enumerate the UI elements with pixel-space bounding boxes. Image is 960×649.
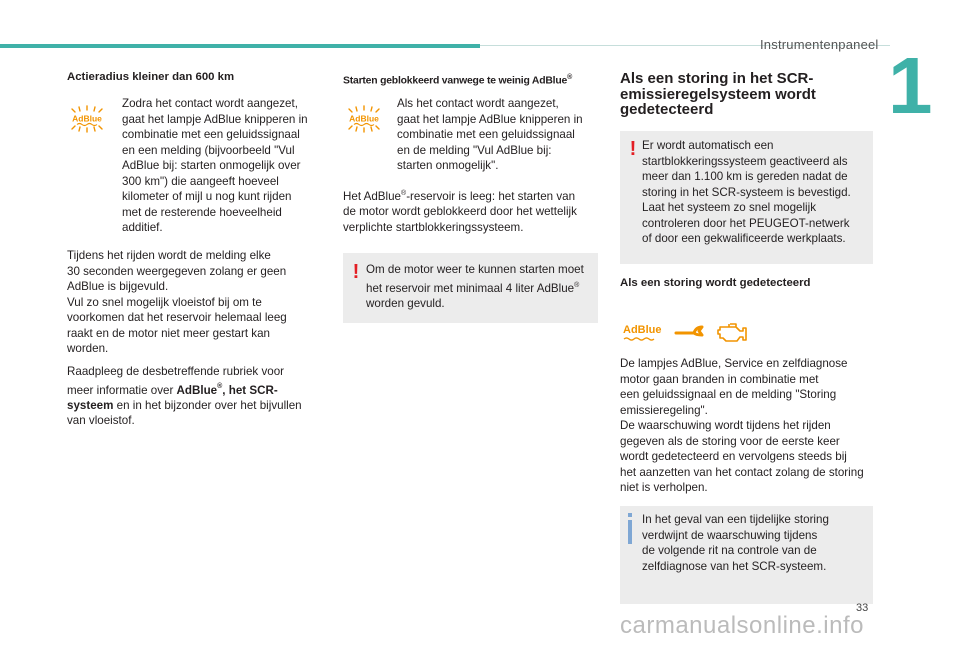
adblue-warning-icon bbox=[66, 104, 108, 134]
col1-heading-wrap bbox=[67, 70, 317, 86]
warning-exclamation-icon: ! bbox=[629, 138, 637, 160]
text-line: storing in het SCR-systeem is bevestigd. bbox=[642, 185, 851, 199]
text-line: starten onmogelijk". bbox=[397, 159, 499, 172]
text-line: en de melding "Vul AdBlue bij: bbox=[397, 143, 552, 157]
text-line: het reservoir met minimaal 4 liter AdBlue® bbox=[366, 281, 580, 295]
text-line: combinatie met een geluidssignaal bbox=[397, 128, 575, 141]
text-line: combinatie met een geluidssignaal bbox=[122, 128, 300, 141]
text-line: voorkomen dat het reservoir helemaal leeg bbox=[67, 311, 287, 324]
text-line: raakt en de motor niet meer gestart kan bbox=[67, 326, 270, 340]
col3-heading-line: emissieregelsysteem wordt bbox=[620, 85, 816, 103]
section-title: Instrumentenpaneel bbox=[760, 37, 879, 52]
text-line: Als het contact wordt aangezet, bbox=[397, 97, 559, 110]
col2-paragraph-2 bbox=[343, 186, 613, 235]
text-line: Om de motor weer te kunnen starten moet bbox=[366, 263, 584, 276]
col2-heading-wrap bbox=[343, 70, 613, 89]
text-line: niet is verholpen. bbox=[620, 481, 708, 494]
text-line: meer dan 1.100 km is gereden nadat de bbox=[642, 170, 848, 183]
text-line: gaat het lampje AdBlue knipperen in bbox=[397, 112, 583, 126]
info-icon bbox=[628, 513, 632, 517]
text-line: 30 seconden weergegeven zolang er geen bbox=[67, 264, 287, 278]
header-accent-bar bbox=[0, 44, 480, 48]
col3-paragraph bbox=[620, 356, 880, 496]
text-line: Tijdens het rijden wordt de melding elke bbox=[67, 249, 271, 262]
text-line: emissieregeling". bbox=[620, 403, 708, 417]
engine-icon bbox=[714, 319, 752, 347]
warning-lamps-row bbox=[622, 318, 762, 348]
text-line: wordt gedetecteerd en vervolgens steeds bij bbox=[620, 450, 847, 463]
col3-warning-text bbox=[642, 138, 870, 247]
svg-text:AdBlue: AdBlue bbox=[623, 324, 662, 336]
text-line: Raadpleeg de desbetreffende rubriek voor bbox=[67, 365, 284, 378]
text-line: meer informatie over AdBlue®, het SCR- bbox=[67, 383, 278, 397]
chapter-number: 1 bbox=[888, 41, 933, 130]
text-line: controleren door het PEUGEOT-netwerk bbox=[642, 216, 850, 230]
col3-heading-wrap bbox=[620, 71, 880, 118]
col3-heading-line: Als een storing in het SCR- bbox=[620, 70, 814, 87]
text-line: een geluidssignaal en de melding "Storing bbox=[620, 388, 837, 401]
text-line: startblokkeringssysteem geactiveerd als bbox=[642, 154, 848, 168]
text-line: de volgende rit na controle van de bbox=[642, 544, 817, 557]
col1-paragraph-2 bbox=[67, 248, 327, 357]
text-line: Er wordt automatisch een bbox=[642, 139, 774, 152]
text-line: worden gevuld. bbox=[366, 296, 445, 310]
col3-subheading: Als een storing wordt gedetecteerd bbox=[620, 277, 811, 289]
warning-exclamation-icon: ! bbox=[352, 261, 360, 283]
text-line: De waarschuwing wordt tijdens het rijden bbox=[620, 419, 831, 432]
text-line: met de resterende hoeveelheid bbox=[122, 205, 282, 219]
col2-indent-text bbox=[397, 96, 607, 174]
col1-heading: Actieradius kleiner dan 600 km bbox=[67, 71, 235, 83]
watermark: carmanualsonline.info bbox=[620, 612, 864, 639]
text-line: additief. bbox=[122, 221, 163, 234]
text-line: verdwijnt de waarschuwing tijdens bbox=[642, 528, 818, 542]
text-line: De lampjes AdBlue, Service en zelfdiagnose bbox=[620, 357, 848, 370]
text-line: of door een gekwalificeerde werkplaats. bbox=[642, 232, 846, 245]
text-line: Zodra het contact wordt aangezet, bbox=[122, 97, 298, 110]
adblue-icon bbox=[622, 318, 666, 348]
text-line: het aanzetten van het contact zolang de storing bbox=[620, 465, 864, 479]
text-line: kilometer of mijl u nog kunt rijden bbox=[122, 190, 292, 203]
text-line: van vloeistof. bbox=[67, 414, 135, 428]
text-line: gaat het lampje AdBlue knipperen in bbox=[122, 112, 308, 126]
col3-info-text bbox=[642, 512, 870, 574]
text-line: gegeven als de storing voor de eerste keer bbox=[620, 434, 840, 448]
text-line: Vul zo snel mogelijk vloeistof bij om te bbox=[67, 295, 262, 309]
text-line: de motor wordt geblokkeerd door het wettelijk bbox=[343, 205, 577, 219]
text-line: motor gaan branden in combinatie met bbox=[620, 372, 819, 386]
info-icon bbox=[628, 520, 632, 544]
svg-text:AdBlue: AdBlue bbox=[349, 113, 379, 124]
text-line: en een melding (bijvoorbeeld "Vul bbox=[122, 143, 295, 157]
text-line: systeem en in het bijzonder over het bijvullen bbox=[67, 398, 302, 412]
text-line: In het geval van een tijdelijke storing bbox=[642, 513, 829, 526]
col3-subheading-wrap bbox=[620, 276, 880, 292]
text-line: worden. bbox=[67, 342, 109, 355]
text-line: Laat het systeem zo snel mogelijk bbox=[642, 201, 816, 214]
svg-text:AdBlue: AdBlue bbox=[72, 113, 102, 124]
text-line: AdBlue is bijgevuld. bbox=[67, 280, 169, 293]
col3-heading-line: gedetecteerd bbox=[620, 101, 714, 118]
text-line: zelfdiagnose van het SCR-systeem. bbox=[642, 559, 827, 573]
col1-paragraph-3 bbox=[67, 364, 327, 429]
page-number: 33 bbox=[856, 602, 869, 614]
text-line: 300 km") die aangeeft hoeveel bbox=[122, 174, 279, 188]
col2-heading: Starten geblokkeerd vanwege te weinig AdBlue® bbox=[343, 74, 573, 87]
text-line: AdBlue bij: starten onmogelijk over bbox=[122, 159, 301, 172]
col1-indent-text bbox=[122, 96, 322, 236]
adblue-warning-icon bbox=[343, 104, 385, 134]
col2-warning-text bbox=[366, 262, 596, 311]
text-line: verplichte startblokkeringssysteem. bbox=[343, 220, 524, 234]
wrench-icon bbox=[674, 320, 706, 346]
text-line: Het AdBlue®-reservoir is leeg: het starten van bbox=[343, 189, 576, 203]
